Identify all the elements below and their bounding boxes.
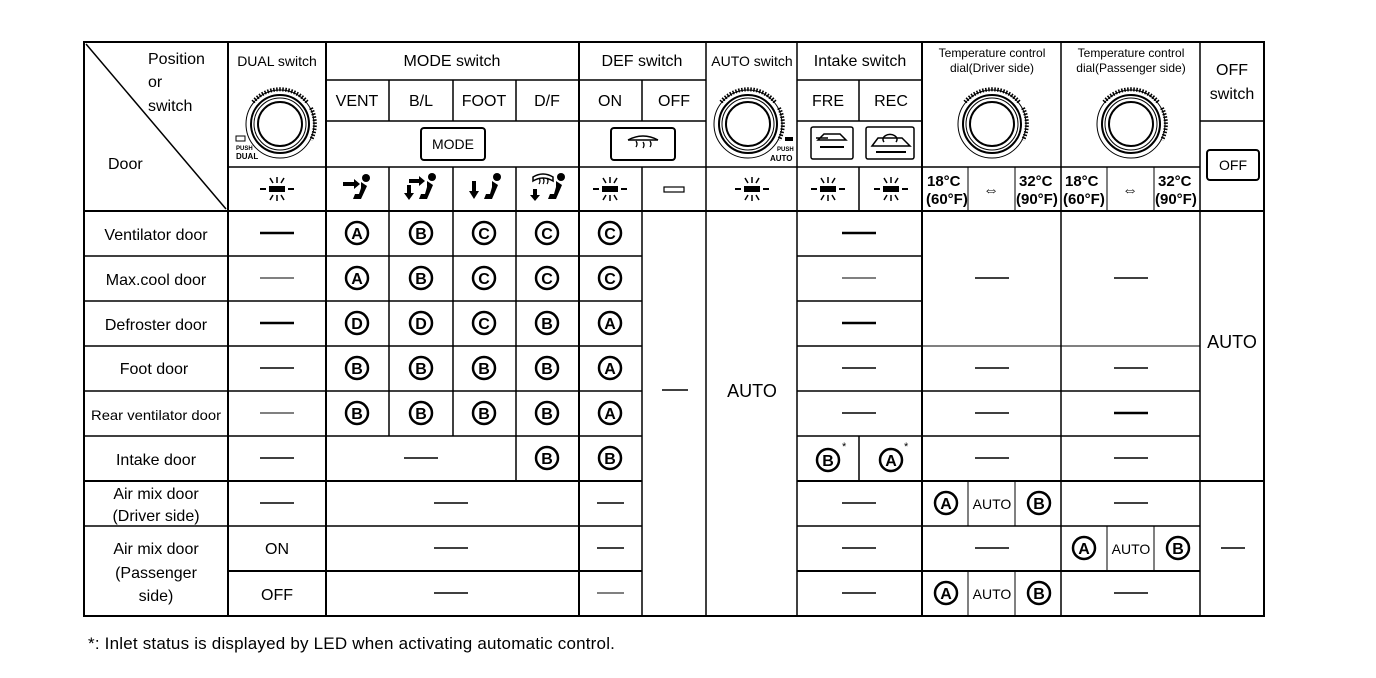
defroster-vent-position xyxy=(346,312,368,334)
bilevel-mode-icon xyxy=(404,173,436,200)
airmix-passenger-off-auto-label: AUTO xyxy=(972,586,1012,602)
maxcool-vent-position xyxy=(346,267,368,289)
temp-driver-knob-icon xyxy=(958,89,1027,158)
rec-indicator-led-icon xyxy=(874,177,908,201)
dual-led-icon xyxy=(236,136,245,141)
temp-driver-low-f: (60°F) xyxy=(926,191,968,208)
airmix-driver-hot-position xyxy=(1028,492,1050,514)
svg-text:C: C xyxy=(604,271,616,288)
corner-or-label: or xyxy=(148,74,163,91)
row-label-airmix-passenger-2: (Passenger xyxy=(115,565,197,582)
svg-text:C: C xyxy=(478,226,490,243)
intake-rec-position xyxy=(880,449,902,471)
mode-button-label: MODE xyxy=(432,136,474,152)
auto-switch-column-value: AUTO xyxy=(727,381,777,401)
foot-foot-position xyxy=(473,357,495,379)
dash-cells xyxy=(260,233,1245,593)
vent-mode-icon xyxy=(343,174,370,199)
airmix-passenger-off-cold-position xyxy=(935,582,957,604)
ventilator-vent-position xyxy=(346,222,368,244)
ventilator-foot-position xyxy=(473,222,495,244)
rearvent-bl-position xyxy=(410,402,432,424)
temp-driver-low-c: 18°C xyxy=(927,173,961,190)
dual-on-value: ON xyxy=(265,541,289,558)
row-label-airmix-driver-2: (Driver side) xyxy=(112,508,200,525)
row-label-defroster-door: Defroster door xyxy=(104,317,208,334)
svg-text:B: B xyxy=(604,451,616,468)
row-label-intake-door: Intake door xyxy=(115,452,197,469)
defrost-foot-mode-icon xyxy=(530,173,565,201)
svg-text:B: B xyxy=(415,271,427,288)
dual-dual-label: DUAL xyxy=(236,152,259,161)
dual-switch-knob-icon xyxy=(246,89,315,158)
svg-text:C: C xyxy=(604,226,616,243)
svg-text:B: B xyxy=(541,451,553,468)
svg-text:A: A xyxy=(351,271,363,288)
svg-text:A: A xyxy=(1078,541,1090,558)
auto-auto-label: AUTO xyxy=(770,154,793,163)
dual-indicator-led-icon xyxy=(260,177,294,201)
ventilator-bl-position xyxy=(410,222,432,244)
svg-text:A: A xyxy=(351,226,363,243)
svg-text:C: C xyxy=(478,316,490,333)
header-def-switch: DEF switch xyxy=(601,53,683,70)
airmix-driver-cold-position xyxy=(935,492,957,514)
subheader-vent: VENT xyxy=(335,93,379,110)
subheader-df: D/F xyxy=(534,93,560,110)
header-temp-driver-1: Temperature control xyxy=(938,46,1046,60)
def-on-indicator-led-icon xyxy=(593,177,627,201)
svg-text:B: B xyxy=(415,226,427,243)
foot-vent-position xyxy=(346,357,368,379)
header-temp-pass-2: dial(Passenger side) xyxy=(1076,61,1186,75)
temp-pass-low-c: 18°C xyxy=(1065,173,1099,190)
temp-pass-high-f: (90°F) xyxy=(1155,191,1197,208)
fresh-air-button-icon xyxy=(811,127,853,159)
intake-def-on-position xyxy=(599,447,621,469)
foot-mode-icon xyxy=(469,173,501,199)
maxcool-df-position xyxy=(536,267,558,289)
defroster-bl-position xyxy=(410,312,432,334)
auto-push-label: PUSH xyxy=(777,147,794,153)
svg-text:A: A xyxy=(604,406,616,423)
corner-switch-label: switch xyxy=(148,98,193,115)
corner-door-label: Door xyxy=(108,156,143,173)
svg-text:B: B xyxy=(1033,586,1045,603)
temp-driver-arrow: ⇔ xyxy=(983,182,999,199)
airmix-passenger-cold-position xyxy=(1073,537,1095,559)
header-dual-switch: DUAL switch xyxy=(237,53,317,69)
auto-led-icon xyxy=(785,137,793,141)
row-label-maxcool-door: Max.cool door xyxy=(105,272,207,289)
footnote: *: Inlet status is displayed by LED when activating automatic control. xyxy=(88,634,616,653)
temp-passenger-knob-icon xyxy=(1097,89,1166,158)
ventilator-df-position xyxy=(536,222,558,244)
svg-text:A: A xyxy=(940,496,952,513)
svg-text:B: B xyxy=(351,361,363,378)
header-off-switch-1: OFF xyxy=(1216,62,1248,79)
defroster-df-position xyxy=(536,312,558,334)
defroster-def-on-position xyxy=(599,312,621,334)
subheader-fre: FRE xyxy=(812,93,844,110)
dual-push-label: PUSH xyxy=(236,146,253,152)
row-label-airmix-passenger-3: side) xyxy=(138,588,174,605)
header-off-switch-2: switch xyxy=(1209,86,1255,103)
subheader-bl: B/L xyxy=(408,93,434,110)
rearvent-def-on-position xyxy=(599,402,621,424)
svg-text:B: B xyxy=(541,316,553,333)
header-temp-pass-1: Temperature control xyxy=(1077,46,1185,60)
svg-text:A: A xyxy=(940,586,952,603)
svg-text:B: B xyxy=(541,406,553,423)
auto-switch-knob-icon xyxy=(714,89,783,158)
temp-driver-high-c: 32°C xyxy=(1019,173,1053,190)
svg-text:B: B xyxy=(415,361,427,378)
svg-text:B: B xyxy=(415,406,427,423)
foot-df-position xyxy=(536,357,558,379)
row-label-ventilator-door: Ventilator door xyxy=(104,227,208,244)
defroster-foot-position xyxy=(473,312,495,334)
def-off-indicator-icon xyxy=(664,187,684,192)
airmix-passenger-off-hot-position xyxy=(1028,582,1050,604)
svg-text:B: B xyxy=(1172,541,1184,558)
svg-text:A: A xyxy=(604,316,616,333)
header-intake-switch: Intake switch xyxy=(813,53,907,70)
svg-text:C: C xyxy=(541,226,553,243)
fre-indicator-led-icon xyxy=(811,177,845,201)
intake-rec-star: * xyxy=(904,441,909,453)
row-label-airmix-passenger-1: Air mix door xyxy=(113,541,199,558)
foot-def-on-position xyxy=(599,357,621,379)
intake-df-position xyxy=(536,447,558,469)
temp-pass-low-f: (60°F) xyxy=(1063,191,1105,208)
svg-text:C: C xyxy=(478,271,490,288)
ventilator-def-on-position xyxy=(599,222,621,244)
defroster-button-icon xyxy=(611,128,675,160)
airmix-passenger-hot-position xyxy=(1167,537,1189,559)
recirculation-button-icon xyxy=(866,127,914,159)
svg-text:B: B xyxy=(351,406,363,423)
rearvent-vent-position xyxy=(346,402,368,424)
svg-text:B: B xyxy=(822,453,834,470)
maxcool-bl-position xyxy=(410,267,432,289)
svg-text:B: B xyxy=(541,361,553,378)
intake-fre-star: * xyxy=(842,441,847,453)
corner-position-label: Position xyxy=(148,51,205,68)
auto-indicator-led-icon xyxy=(735,177,769,201)
temp-driver-range xyxy=(926,173,1058,208)
rearvent-foot-position xyxy=(473,402,495,424)
temp-pass-high-c: 32°C xyxy=(1158,173,1192,190)
intake-fre-position xyxy=(817,449,839,471)
subheader-on: ON xyxy=(598,93,622,110)
airmix-driver-auto-label: AUTO xyxy=(972,496,1012,512)
svg-text:A: A xyxy=(885,453,897,470)
row-label-airmix-driver-1: Air mix door xyxy=(113,486,199,503)
svg-text:B: B xyxy=(478,361,490,378)
header-temp-driver-2: dial(Driver side) xyxy=(949,61,1035,75)
off-button-label: OFF xyxy=(1219,157,1247,173)
maxcool-foot-position xyxy=(473,267,495,289)
rearvent-df-position xyxy=(536,402,558,424)
row-label-foot-door: Foot door xyxy=(119,361,189,378)
off-switch-column-value: AUTO xyxy=(1207,332,1257,352)
header-auto-switch: AUTO switch xyxy=(711,53,793,69)
svg-text:A: A xyxy=(604,361,616,378)
svg-text:B: B xyxy=(1033,496,1045,513)
dual-off-value: OFF xyxy=(261,587,293,604)
row-label-rear-ventilator-door: Rear ventilator door xyxy=(91,407,222,423)
temp-pass-arrow: ⇔ xyxy=(1122,182,1138,199)
svg-text:D: D xyxy=(351,316,363,333)
header-mode-switch: MODE switch xyxy=(403,53,501,70)
temp-driver-high-f: (90°F) xyxy=(1016,191,1058,208)
foot-bl-position xyxy=(410,357,432,379)
subheader-rec: REC xyxy=(874,93,908,110)
temp-passenger-range xyxy=(1063,173,1197,208)
subheader-off: OFF xyxy=(658,93,690,110)
svg-text:C: C xyxy=(541,271,553,288)
subheader-foot: FOOT xyxy=(461,93,507,110)
svg-text:B: B xyxy=(478,406,490,423)
maxcool-def-on-position xyxy=(599,267,621,289)
airmix-passenger-auto-label: AUTO xyxy=(1111,541,1151,557)
door-position-markers xyxy=(346,222,1189,604)
svg-text:D: D xyxy=(415,316,427,333)
